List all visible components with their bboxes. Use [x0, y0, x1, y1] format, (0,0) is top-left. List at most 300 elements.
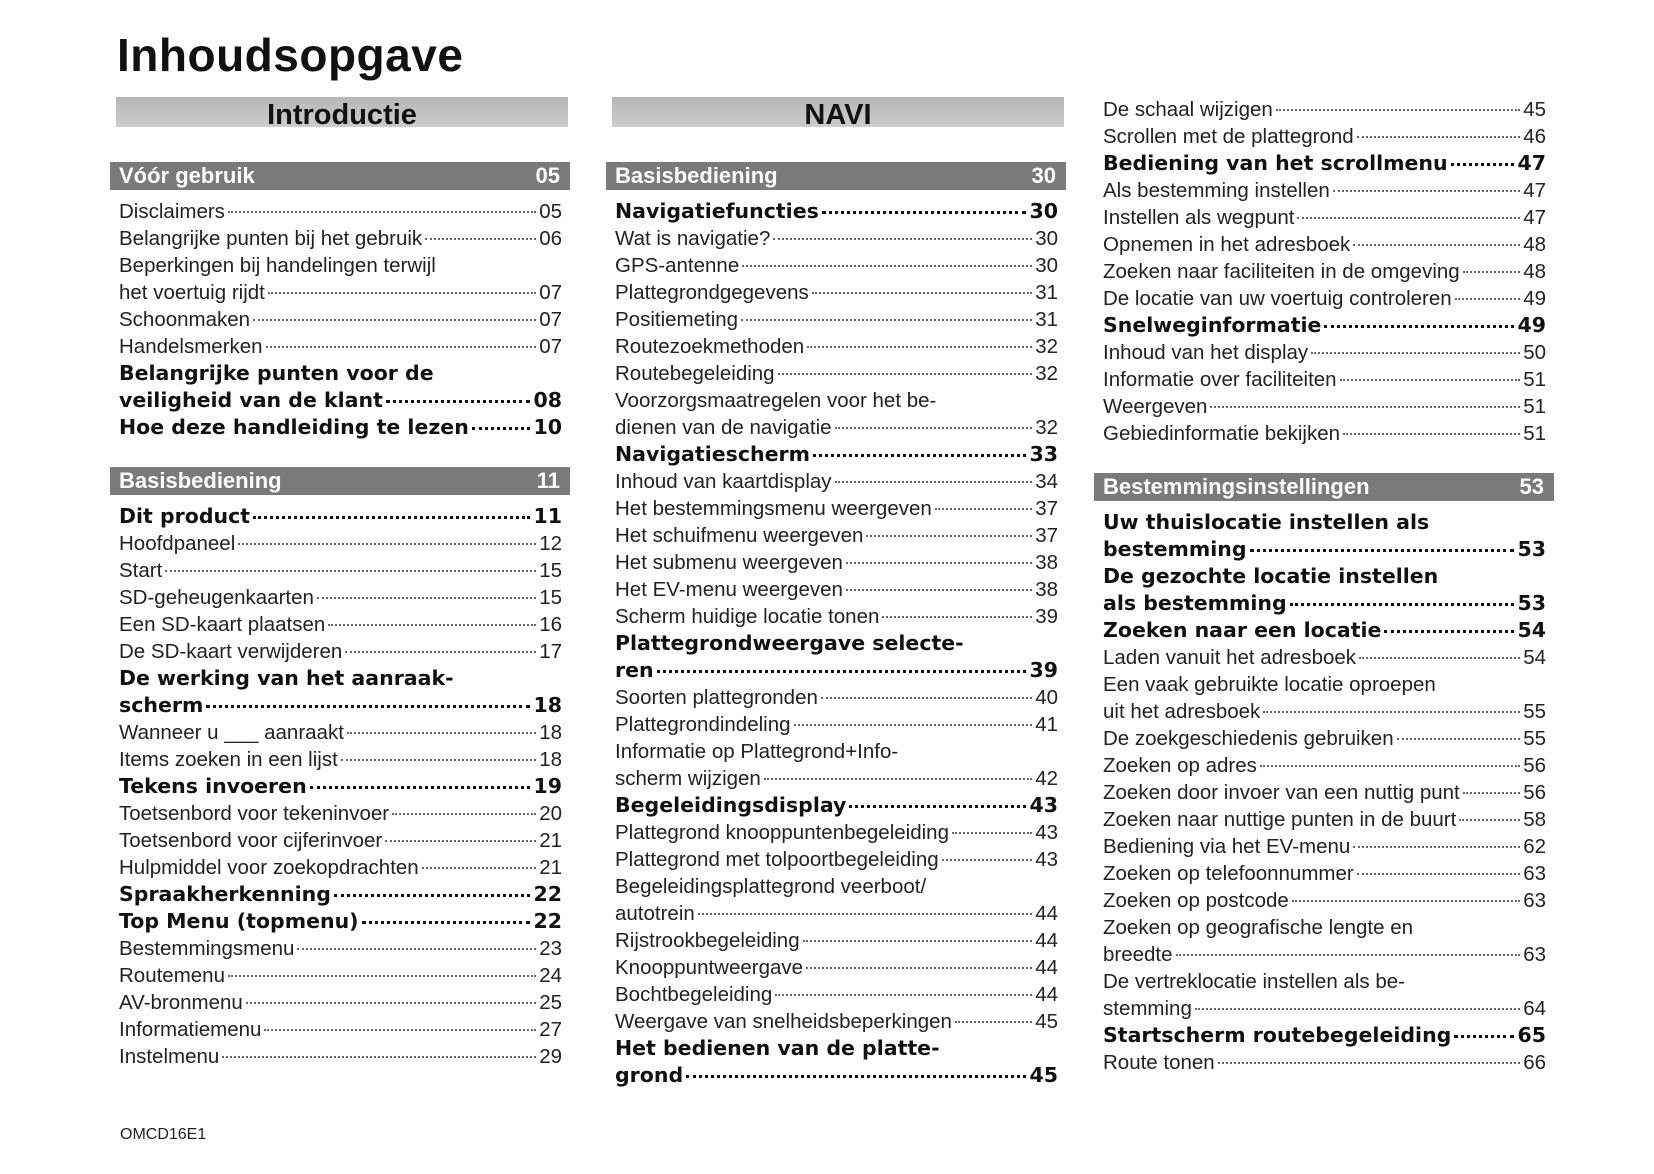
- toc-entry-page: 46: [1523, 125, 1546, 148]
- category-title: Bestemmingsinstellingen: [1103, 474, 1370, 499]
- toc-entry[interactable]: [110, 225, 570, 252]
- dot-leader: [775, 994, 1032, 996]
- toc-entry-page: 18: [539, 748, 562, 771]
- dot-leader: [1340, 379, 1521, 381]
- toc-entry[interactable]: [1094, 914, 1554, 941]
- toc-entry-text: Scrollen met de plattegrond: [1103, 125, 1354, 148]
- toc-entry-text: Handelsmerken: [119, 335, 263, 358]
- dot-leader: [1397, 738, 1521, 740]
- toc-entry[interactable]: [606, 954, 1066, 981]
- toc-entry[interactable]: [1094, 563, 1554, 590]
- dot-leader: [268, 292, 536, 294]
- toc-entry-page: 32: [1035, 416, 1058, 439]
- toc-entry[interactable]: [1094, 644, 1554, 671]
- toc-entry-text: Belangrijke punten bij het gebruik: [119, 227, 423, 250]
- dot-leader: [1250, 549, 1515, 552]
- toc-entry[interactable]: [110, 908, 570, 935]
- toc-entry-page: 54: [1523, 646, 1546, 669]
- dot-leader: [773, 238, 1032, 240]
- toc-entry[interactable]: [606, 900, 1066, 927]
- toc-entry[interactable]: [1094, 941, 1554, 968]
- toc-entry[interactable]: [110, 414, 570, 441]
- toc-entry-text: Wanneer u ___ aanraakt: [119, 721, 344, 744]
- dot-leader: [228, 211, 536, 213]
- toc-entry[interactable]: [606, 873, 1066, 900]
- dot-leader: [835, 481, 1033, 483]
- toc-entry-page: 48: [1523, 233, 1546, 256]
- category-title: Basisbediening: [119, 468, 282, 493]
- toc-entry-page: 45: [1029, 1063, 1058, 1087]
- toc-entry-text: als bestemming: [1103, 591, 1287, 615]
- category-title: Basisbediening: [615, 163, 778, 188]
- toc-entry[interactable]: [1094, 123, 1554, 150]
- toc-entry-page: 47: [1517, 151, 1546, 175]
- toc-entry-text: Startscherm routebegeleiding: [1103, 1023, 1452, 1047]
- toc-entry[interactable]: [606, 981, 1066, 1008]
- toc-entry[interactable]: [1094, 833, 1554, 860]
- toc-entry-page: 40: [1035, 686, 1058, 709]
- toc-entry-page: 37: [1035, 497, 1058, 520]
- toc-entry-text: Begeleidingsdisplay: [615, 793, 847, 817]
- toc-entry-page: 07: [539, 335, 562, 358]
- toc-entry[interactable]: [110, 962, 570, 989]
- dot-leader: [310, 786, 531, 789]
- toc-entry-page: 18: [533, 693, 562, 717]
- dot-leader: [1292, 900, 1520, 902]
- toc-entry[interactable]: [606, 468, 1066, 495]
- toc-entry-text: Een SD-kaart plaatsen: [119, 613, 326, 636]
- toc-entry[interactable]: [606, 522, 1066, 549]
- toc-entry-text: Bediening via het EV-menu: [1103, 835, 1351, 858]
- toc-entry[interactable]: [606, 225, 1066, 252]
- toc-entry-text: Als bestemming instellen: [1103, 179, 1330, 202]
- toc-entry-text: dienen van de navigatie: [615, 416, 832, 439]
- toc-entry-page: 51: [1523, 395, 1546, 418]
- toc-entry[interactable]: [110, 746, 570, 773]
- toc-entry-text: Het bestemmingsmenu weergeven: [615, 497, 932, 520]
- column-introductie: [110, 97, 570, 1070]
- toc-entry[interactable]: [1094, 671, 1554, 698]
- toc-entry-text: Informatiemenu: [119, 1018, 262, 1041]
- dot-leader: [386, 400, 531, 403]
- toc-entry[interactable]: [1094, 339, 1554, 366]
- block-gap: [110, 441, 570, 467]
- toc-entry-text: Beperkingen bij handelingen terwijl: [119, 254, 436, 277]
- toc-entry[interactable]: [1094, 285, 1554, 312]
- toc-entry[interactable]: [606, 846, 1066, 873]
- toc-entry-text: Wat is navigatie?: [615, 227, 771, 250]
- toc-entry-page: 32: [1035, 335, 1058, 358]
- dot-leader: [686, 1075, 1026, 1078]
- toc-entry[interactable]: [110, 638, 570, 665]
- dot-leader: [1454, 1035, 1514, 1038]
- toc-entry[interactable]: [606, 711, 1066, 738]
- toc-entry-text: Zoeken naar faciliteiten in de omgeving: [1103, 260, 1460, 283]
- dot-leader: [882, 616, 1032, 618]
- dot-leader: [778, 373, 1033, 375]
- toc-entry[interactable]: [1094, 860, 1554, 887]
- toc-entry[interactable]: [606, 387, 1066, 414]
- toc-entry[interactable]: [110, 503, 570, 530]
- toc-entry-text: Knooppuntweergave: [615, 956, 804, 979]
- toc-entry-text: Het EV-menu weergeven: [615, 578, 843, 601]
- dot-leader: [955, 1021, 1032, 1023]
- toc-entry-text: autotrein: [615, 902, 695, 925]
- dot-leader: [1353, 846, 1520, 848]
- dot-leader: [264, 1029, 536, 1031]
- toc-entry[interactable]: [110, 198, 570, 225]
- dot-leader: [942, 859, 1033, 861]
- dot-leader: [392, 813, 536, 815]
- toc-entry-text: het voertuig rijdt: [119, 281, 265, 304]
- toc-entry-page: 39: [1029, 658, 1058, 682]
- toc-entry[interactable]: [110, 665, 570, 692]
- dot-leader: [206, 705, 530, 708]
- toc-entry[interactable]: [110, 333, 570, 360]
- toc-entry-text: Routebegeleiding: [615, 362, 775, 385]
- toc-entry-text: Plattegrondweergave selecte-: [615, 631, 964, 655]
- toc-entry-page: 53: [1517, 537, 1546, 561]
- column-navi: [606, 97, 1066, 1089]
- toc-entry[interactable]: [606, 252, 1066, 279]
- dot-leader: [472, 427, 531, 430]
- toc-entry[interactable]: [1094, 725, 1554, 752]
- toc-entry-page: 51: [1523, 368, 1546, 391]
- toc-entry-text: veiligheid van de klant: [119, 388, 383, 412]
- toc-entry-text: Top Menu (topmenu): [119, 909, 359, 933]
- category-page: 11: [536, 468, 560, 493]
- toc-entry-text: SD-geheugenkaarten: [119, 586, 314, 609]
- toc-entry-page: 07: [539, 281, 562, 304]
- toc-entry-page: 54: [1517, 618, 1546, 642]
- toc-entry[interactable]: [110, 881, 570, 908]
- dot-leader: [1195, 1008, 1520, 1010]
- toc-entry[interactable]: [1094, 509, 1554, 536]
- toc-entry-page: 08: [533, 388, 562, 412]
- toc-entry[interactable]: [110, 557, 570, 584]
- toc-entry-page: 55: [1523, 727, 1546, 750]
- toc-entry[interactable]: [1094, 258, 1554, 285]
- toc-entry[interactable]: [1094, 150, 1554, 177]
- toc-entry-text: Spraakherkenning: [119, 882, 331, 906]
- block-gap: [1094, 447, 1554, 473]
- toc-entry-page: 64: [1523, 997, 1546, 1020]
- toc-entry-text: Het submenu weergeven: [615, 551, 843, 574]
- toc-entry-page: 47: [1523, 179, 1546, 202]
- toc-entry[interactable]: [606, 1035, 1066, 1062]
- dot-leader: [806, 967, 1032, 969]
- dot-leader: [764, 778, 1032, 780]
- toc-entry-page: 37: [1035, 524, 1058, 547]
- toc-entry[interactable]: [1094, 617, 1554, 644]
- dot-leader: [1359, 657, 1520, 659]
- toc-entry[interactable]: [1094, 312, 1554, 339]
- toc-entry-page: 63: [1523, 889, 1546, 912]
- dot-leader: [253, 319, 536, 321]
- toc-entry-text: ren: [615, 658, 654, 682]
- toc-entry-text: Zoeken naar nuttige punten in de buurt: [1103, 808, 1457, 831]
- toc-entry-text: De SD-kaart verwijderen: [119, 640, 343, 663]
- page-title: Inhoudsopgave: [117, 29, 464, 81]
- toc-entry-page: 66: [1523, 1051, 1546, 1074]
- toc-entry[interactable]: [606, 495, 1066, 522]
- dot-leader: [821, 697, 1032, 699]
- toc-entry[interactable]: [606, 765, 1066, 792]
- toc-entry[interactable]: [606, 306, 1066, 333]
- toc-entry-text: Route tonen: [1103, 1051, 1215, 1074]
- toc-entry-page: 43: [1029, 793, 1058, 817]
- toc-entry[interactable]: [1094, 995, 1554, 1022]
- toc-entry-page: 17: [539, 640, 562, 663]
- toc-entry-page: 63: [1523, 943, 1546, 966]
- category-header: [110, 467, 570, 495]
- toc-entry-page: 16: [539, 613, 562, 636]
- toc-entry[interactable]: [1094, 887, 1554, 914]
- toc-entry-page: 29: [539, 1045, 562, 1068]
- toc-entry[interactable]: [110, 279, 570, 306]
- dot-leader: [238, 543, 536, 545]
- dot-leader: [952, 832, 1032, 834]
- toc-entry-page: 27: [539, 1018, 562, 1041]
- toc-entry-page: 25: [539, 991, 562, 1014]
- toc-entry-text: Zoeken op telefoonnummer: [1103, 862, 1354, 885]
- dot-leader: [812, 292, 1032, 294]
- toc-entry[interactable]: [110, 692, 570, 719]
- dot-leader: [345, 651, 536, 653]
- toc-entry-text: uit het adresboek: [1103, 700, 1261, 723]
- dot-leader: [1343, 433, 1520, 435]
- toc-entry[interactable]: [110, 611, 570, 638]
- toc-entry[interactable]: [606, 684, 1066, 711]
- toc-entry[interactable]: [1094, 420, 1554, 447]
- toc-entry[interactable]: [110, 1016, 570, 1043]
- toc-entry-page: 10: [533, 415, 562, 439]
- category-page: 05: [535, 163, 560, 188]
- toc-entry[interactable]: [1094, 752, 1554, 779]
- toc-entry-text: Toetsenbord voor cijferinvoer: [119, 829, 383, 852]
- toc-entry[interactable]: [110, 584, 570, 611]
- toc-entry[interactable]: [1094, 231, 1554, 258]
- toc-entry-page: 43: [1035, 821, 1058, 844]
- dot-leader: [803, 940, 1033, 942]
- toc-entry[interactable]: [110, 854, 570, 881]
- toc-entry-text: Toetsenbord voor tekeninvoer: [119, 802, 390, 825]
- toc-entry[interactable]: [606, 576, 1066, 603]
- toc-entry-page: 34: [1035, 470, 1058, 493]
- toc-entry-page: 20: [539, 802, 562, 825]
- dot-leader: [1463, 792, 1520, 794]
- toc-entry[interactable]: [606, 279, 1066, 306]
- toc-entry-text: De locatie van uw voertuig controleren: [1103, 287, 1452, 310]
- toc-entry[interactable]: [606, 630, 1066, 657]
- toc-entry[interactable]: [1094, 806, 1554, 833]
- toc-entry[interactable]: [110, 989, 570, 1016]
- toc-entry[interactable]: [606, 198, 1066, 225]
- toc-entry-text: Scherm huidige locatie tonen: [615, 605, 880, 628]
- toc-entry-page: 43: [1035, 848, 1058, 871]
- toc-entry-text: Start: [119, 559, 163, 582]
- dot-leader: [1353, 244, 1520, 246]
- dot-leader: [328, 624, 536, 626]
- toc-entry[interactable]: [1094, 366, 1554, 393]
- toc-entry[interactable]: [1094, 204, 1554, 231]
- toc-entry[interactable]: [110, 773, 570, 800]
- toc-entry-page: 47: [1523, 206, 1546, 229]
- toc-entry[interactable]: [110, 530, 570, 557]
- dot-leader: [1218, 1062, 1520, 1064]
- toc-entry[interactable]: [606, 360, 1066, 387]
- toc-entry[interactable]: [1094, 590, 1554, 617]
- toc-entry-page: 24: [539, 964, 562, 987]
- toc-entry-text: Routemenu: [119, 964, 225, 987]
- toc-entry-text: Zoeken op postcode: [1103, 889, 1289, 912]
- toc-entry-text: bestemming: [1103, 537, 1247, 561]
- toc-entry-text: Voorzorgsmaatregelen voor het be-: [615, 389, 937, 412]
- category-header: [1094, 473, 1554, 501]
- dot-leader: [846, 589, 1032, 591]
- dot-leader: [813, 454, 1027, 457]
- category-page: 30: [1031, 163, 1056, 188]
- toc-entry-text: Uw thuislocatie instellen als: [1103, 510, 1430, 534]
- toc-entry-text: De werking van het aanraak-: [119, 666, 454, 690]
- toc-entry-page: 39: [1035, 605, 1058, 628]
- dot-leader: [742, 265, 1032, 267]
- toc-entry-text: Instelmenu: [119, 1045, 220, 1068]
- toc-entry[interactable]: [1094, 536, 1554, 563]
- toc-entry-text: Navigatiefuncties: [615, 199, 819, 223]
- toc-entry-text: Zoeken door invoer van een nuttig punt: [1103, 781, 1460, 804]
- toc-entry[interactable]: [606, 927, 1066, 954]
- toc-entry-text: Hulpmiddel voor zoekopdrachten: [119, 856, 419, 879]
- dot-leader: [1297, 217, 1520, 219]
- toc-entry-page: 41: [1035, 713, 1058, 736]
- dot-leader: [1176, 954, 1521, 956]
- toc-entry-text: Informatie op Plattegrond+Info-: [615, 740, 899, 763]
- toc-entry-page: 42: [1035, 767, 1058, 790]
- toc-entry[interactable]: [606, 549, 1066, 576]
- dot-leader: [362, 921, 531, 924]
- toc-entry-page: 44: [1035, 983, 1058, 1006]
- toc-entry[interactable]: [110, 360, 570, 387]
- toc-entry[interactable]: [606, 738, 1066, 765]
- category-header: [606, 162, 1066, 190]
- toc-entry-page: 56: [1523, 754, 1546, 777]
- dot-leader: [1324, 325, 1514, 328]
- dot-leader: [165, 570, 536, 572]
- toc-entry-page: 11: [533, 504, 562, 528]
- toc-entry[interactable]: [1094, 96, 1554, 123]
- toc-entry-text: Navigatiescherm: [615, 442, 810, 466]
- dot-leader: [835, 427, 1033, 429]
- toc-entry-text: Weergeven: [1103, 395, 1208, 418]
- toc-entry[interactable]: [110, 1043, 570, 1070]
- toc-entry-text: Zoeken op geografische lengte en: [1103, 916, 1414, 939]
- toc-entry[interactable]: [1094, 779, 1554, 806]
- dot-leader: [741, 319, 1032, 321]
- toc-entry[interactable]: [606, 1062, 1066, 1089]
- dot-leader: [317, 597, 536, 599]
- toc-entry-text: Plattegrondgegevens: [615, 281, 809, 304]
- toc-entry-text: Routezoekmethoden: [615, 335, 805, 358]
- toc-entry-page: 56: [1523, 781, 1546, 804]
- toc-entry-text: Inhoud van kaartdisplay: [615, 470, 832, 493]
- dot-leader: [228, 975, 536, 977]
- toc-entry-page: 49: [1517, 313, 1546, 337]
- toc-entry-page: 63: [1523, 862, 1546, 885]
- toc-entry-text: Instellen als wegpunt: [1103, 206, 1295, 229]
- toc-entry-text: scherm: [119, 693, 204, 717]
- toc-entry[interactable]: [606, 657, 1066, 684]
- toc-entry[interactable]: [606, 819, 1066, 846]
- column-navi-continued: [1094, 96, 1554, 1076]
- dot-leader: [1276, 109, 1520, 111]
- toc-entry-text: Zoeken op adres: [1103, 754, 1257, 777]
- toc-entry-text: Het bedienen van de platte-: [615, 1036, 940, 1060]
- toc-entry[interactable]: [110, 306, 570, 333]
- toc-entry-text: De gezochte locatie instellen: [1103, 564, 1439, 588]
- toc-entry-text: GPS-antenne: [615, 254, 740, 277]
- toc-entry[interactable]: [110, 252, 570, 279]
- toc-entry-text: breedte: [1103, 943, 1173, 966]
- toc-entry[interactable]: [1094, 1049, 1554, 1076]
- toc-entry-text: Plattegrond knooppuntenbegeleiding: [615, 821, 949, 844]
- toc-entry-page: 30: [1029, 199, 1058, 223]
- toc-entry-text: Rijstrookbegeleiding: [615, 929, 800, 952]
- toc-entry-page: 22: [533, 882, 562, 906]
- toc-entry-text: Bediening van het scrollmenu: [1103, 151, 1448, 175]
- toc-entry-page: 21: [539, 829, 562, 852]
- toc-entry-text: Hoe deze handleiding te lezen: [119, 415, 469, 439]
- toc-entry[interactable]: [1094, 177, 1554, 204]
- toc-entry-text: AV-bronmenu: [119, 991, 243, 1014]
- toc-entry-page: 21: [539, 856, 562, 879]
- toc-entry[interactable]: [110, 827, 570, 854]
- toc-entry-page: 31: [1035, 308, 1058, 331]
- toc-entry[interactable]: [606, 603, 1066, 630]
- toc-entry[interactable]: [1094, 393, 1554, 420]
- toc-entry[interactable]: [1094, 1022, 1554, 1049]
- toc-entry[interactable]: [110, 719, 570, 746]
- dot-leader: [698, 913, 1032, 915]
- toc-entry-page: 65: [1517, 1023, 1546, 1047]
- category-header: [110, 162, 570, 190]
- dot-leader: [1384, 630, 1514, 633]
- toc-entry[interactable]: [606, 441, 1066, 468]
- toc-entry[interactable]: [110, 800, 570, 827]
- dot-leader: [846, 562, 1032, 564]
- footer-code: OMCD16E1: [120, 1126, 207, 1143]
- toc-entry-page: 44: [1035, 902, 1058, 925]
- toc-entry[interactable]: [1094, 968, 1554, 995]
- toc-entry[interactable]: [606, 333, 1066, 360]
- toc-entry[interactable]: [606, 1008, 1066, 1035]
- toc-entry-text: stemming: [1103, 997, 1192, 1020]
- toc-entry-text: Plattegrond met tolpoortbegeleiding: [615, 848, 939, 871]
- toc-entry[interactable]: [1094, 698, 1554, 725]
- dot-leader: [1311, 352, 1520, 354]
- toc-entry[interactable]: [606, 414, 1066, 441]
- toc-entry-text: Schoonmaken: [119, 308, 251, 331]
- toc-entry-text: Items zoeken in een lijst: [119, 748, 338, 771]
- toc-entry-text: Bestemmingsmenu: [119, 937, 295, 960]
- toc-entry-text: Tekens invoeren: [119, 774, 307, 798]
- toc-entry-text: Opnemen in het adresboek: [1103, 233, 1351, 256]
- toc-entry[interactable]: [606, 792, 1066, 819]
- toc-entry[interactable]: [110, 935, 570, 962]
- toc-entry[interactable]: [110, 387, 570, 414]
- toc-entry-page: 12: [539, 532, 562, 555]
- toc-entry-page: 15: [539, 559, 562, 582]
